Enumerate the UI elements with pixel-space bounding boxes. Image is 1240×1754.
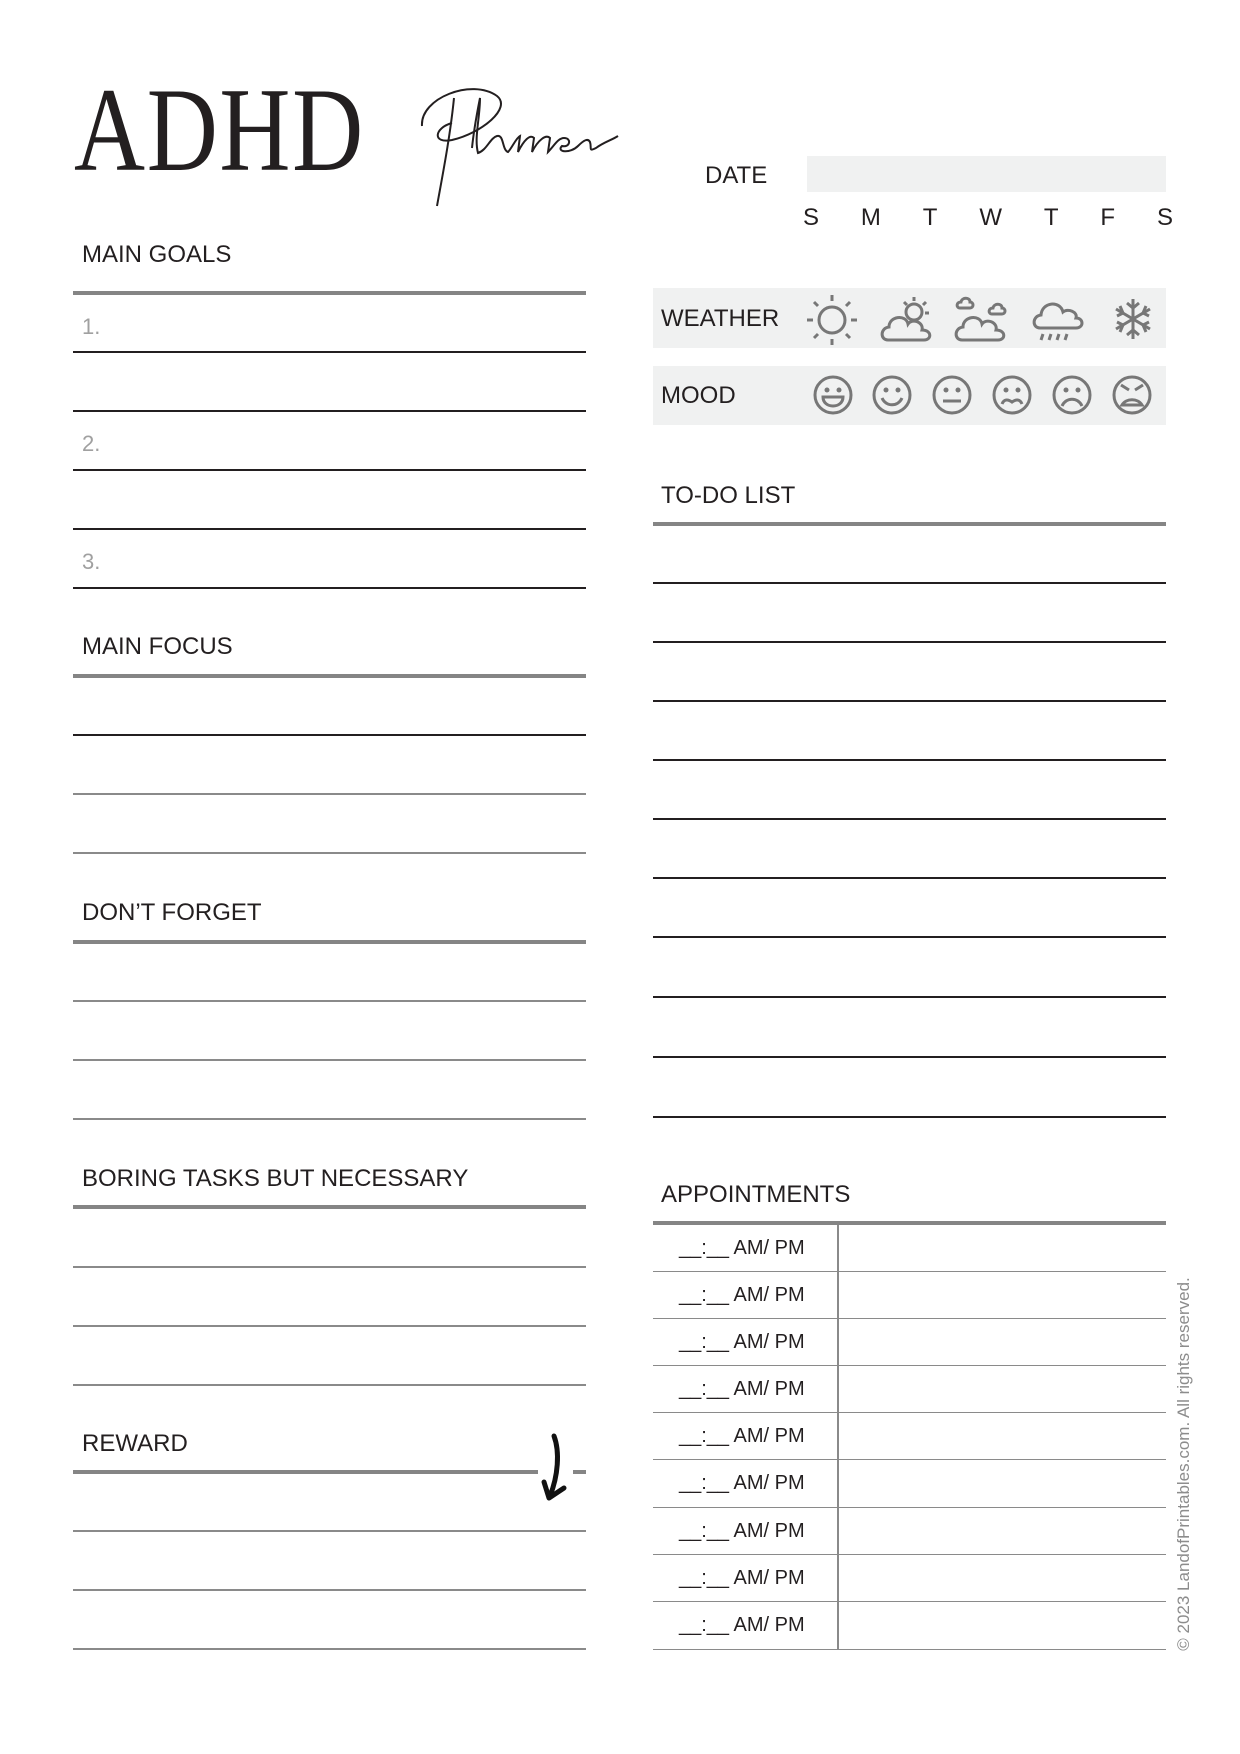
appointment-time[interactable]: __:__ AM/ PM [679, 1425, 805, 1447]
day-thursday[interactable]: T [1043, 204, 1059, 231]
goal-number-2: 2. [82, 431, 101, 456]
sun-icon[interactable] [804, 292, 860, 348]
todo-rule [653, 522, 1166, 526]
appointment-time[interactable]: __:__ AM/ PM [679, 1472, 805, 1494]
dont-forget-line[interactable] [73, 1118, 586, 1120]
boring-task-line[interactable] [73, 1325, 586, 1327]
reward-line[interactable] [73, 1589, 586, 1591]
todo-line[interactable] [653, 582, 1166, 584]
reward-rule-end [573, 1470, 586, 1474]
day-tuesday[interactable]: T [922, 204, 938, 231]
todo-title: TO-DO LIST [661, 482, 796, 509]
sad-face-icon[interactable] [1050, 373, 1094, 417]
day-saturday[interactable]: S [1156, 204, 1173, 231]
appointment-time[interactable]: __:__ AM/ PM [679, 1237, 805, 1259]
appointment-row[interactable] [653, 1225, 1166, 1272]
grin-face-icon[interactable] [811, 373, 855, 417]
appointment-row[interactable] [653, 1366, 1166, 1413]
page-title: ADHD [74, 63, 365, 196]
day-friday[interactable]: F [1100, 204, 1116, 231]
goal-line[interactable] [73, 469, 586, 471]
dont-forget-rule [73, 940, 586, 944]
appointment-row[interactable] [653, 1272, 1166, 1319]
weekday-selector [803, 204, 1173, 232]
todo-line[interactable] [653, 818, 1166, 820]
boring-task-line[interactable] [73, 1266, 586, 1268]
goal-line[interactable] [73, 587, 586, 589]
focus-line[interactable] [73, 852, 586, 854]
weather-label: WEATHER [661, 305, 780, 332]
dont-forget-line[interactable] [73, 1059, 586, 1061]
focus-line[interactable] [73, 793, 586, 795]
todo-line[interactable] [653, 996, 1166, 998]
todo-line[interactable] [653, 936, 1166, 938]
appointment-time[interactable]: __:__ AM/ PM [679, 1378, 805, 1400]
day-wednesday[interactable]: W [979, 204, 1002, 231]
appointment-time[interactable]: __:__ AM/ PM [679, 1331, 805, 1353]
partly-cloudy-icon[interactable] [878, 294, 938, 346]
cloudy-icon[interactable] [952, 294, 1012, 346]
appointment-row[interactable] [653, 1460, 1166, 1508]
neutral-face-icon[interactable] [930, 373, 974, 417]
appointment-row[interactable] [653, 1602, 1166, 1650]
todo-line[interactable] [653, 759, 1166, 761]
date-label: DATE [705, 162, 768, 189]
main-focus-rule [73, 674, 586, 678]
mood-label: MOOD [661, 382, 736, 409]
todo-line[interactable] [653, 1116, 1166, 1118]
todo-line[interactable] [653, 877, 1166, 879]
rain-icon[interactable] [1030, 294, 1086, 348]
boring-tasks-title: BORING TASKS BUT NECESSARY [82, 1165, 469, 1192]
appointment-time[interactable]: __:__ AM/ PM [679, 1614, 805, 1636]
day-sunday[interactable]: S [803, 204, 820, 231]
reward-title: REWARD [82, 1430, 188, 1457]
appointment-time[interactable]: __:__ AM/ PM [679, 1284, 805, 1306]
appointment-row[interactable] [653, 1508, 1166, 1555]
goal-line[interactable] [73, 528, 586, 530]
main-goals-title: MAIN GOALS [82, 241, 232, 268]
smile-face-icon[interactable] [870, 373, 914, 417]
reward-line[interactable] [73, 1648, 586, 1650]
date-field[interactable] [807, 156, 1166, 192]
appointment-time[interactable]: __:__ AM/ PM [679, 1567, 805, 1589]
goal-number-3: 3. [82, 549, 101, 574]
dont-forget-line[interactable] [73, 1000, 586, 1002]
reward-line[interactable] [73, 1530, 586, 1532]
arrow-down-icon [538, 1432, 572, 1504]
appointment-row[interactable] [653, 1555, 1166, 1602]
appointment-row[interactable] [653, 1413, 1166, 1460]
dont-forget-title: DON’T FORGET [82, 899, 262, 926]
angry-face-icon[interactable] [1110, 373, 1154, 417]
appointments-title: APPOINTMENTS [661, 1181, 851, 1208]
todo-line[interactable] [653, 700, 1166, 702]
todo-line[interactable] [653, 1056, 1166, 1058]
goal-number-1: 1. [82, 314, 101, 339]
planner-script-title [412, 78, 632, 210]
main-focus-title: MAIN FOCUS [82, 633, 233, 660]
goal-line[interactable] [73, 410, 586, 412]
day-monday[interactable]: M [860, 204, 881, 231]
focus-line[interactable] [73, 734, 586, 736]
main-goals-rule [73, 291, 586, 295]
copyright-notice: © 2023 LandofPrintables.com. All rights reserved. [1174, 1277, 1193, 1651]
worried-face-icon[interactable] [990, 373, 1034, 417]
boring-task-line[interactable] [73, 1384, 586, 1386]
appointment-time[interactable]: __:__ AM/ PM [679, 1520, 805, 1542]
snowflake-icon[interactable] [1112, 297, 1154, 341]
appointment-row[interactable] [653, 1319, 1166, 1366]
boring-tasks-rule [73, 1205, 586, 1209]
todo-line[interactable] [653, 641, 1166, 643]
reward-rule [73, 1470, 538, 1474]
goal-line[interactable] [73, 351, 586, 353]
